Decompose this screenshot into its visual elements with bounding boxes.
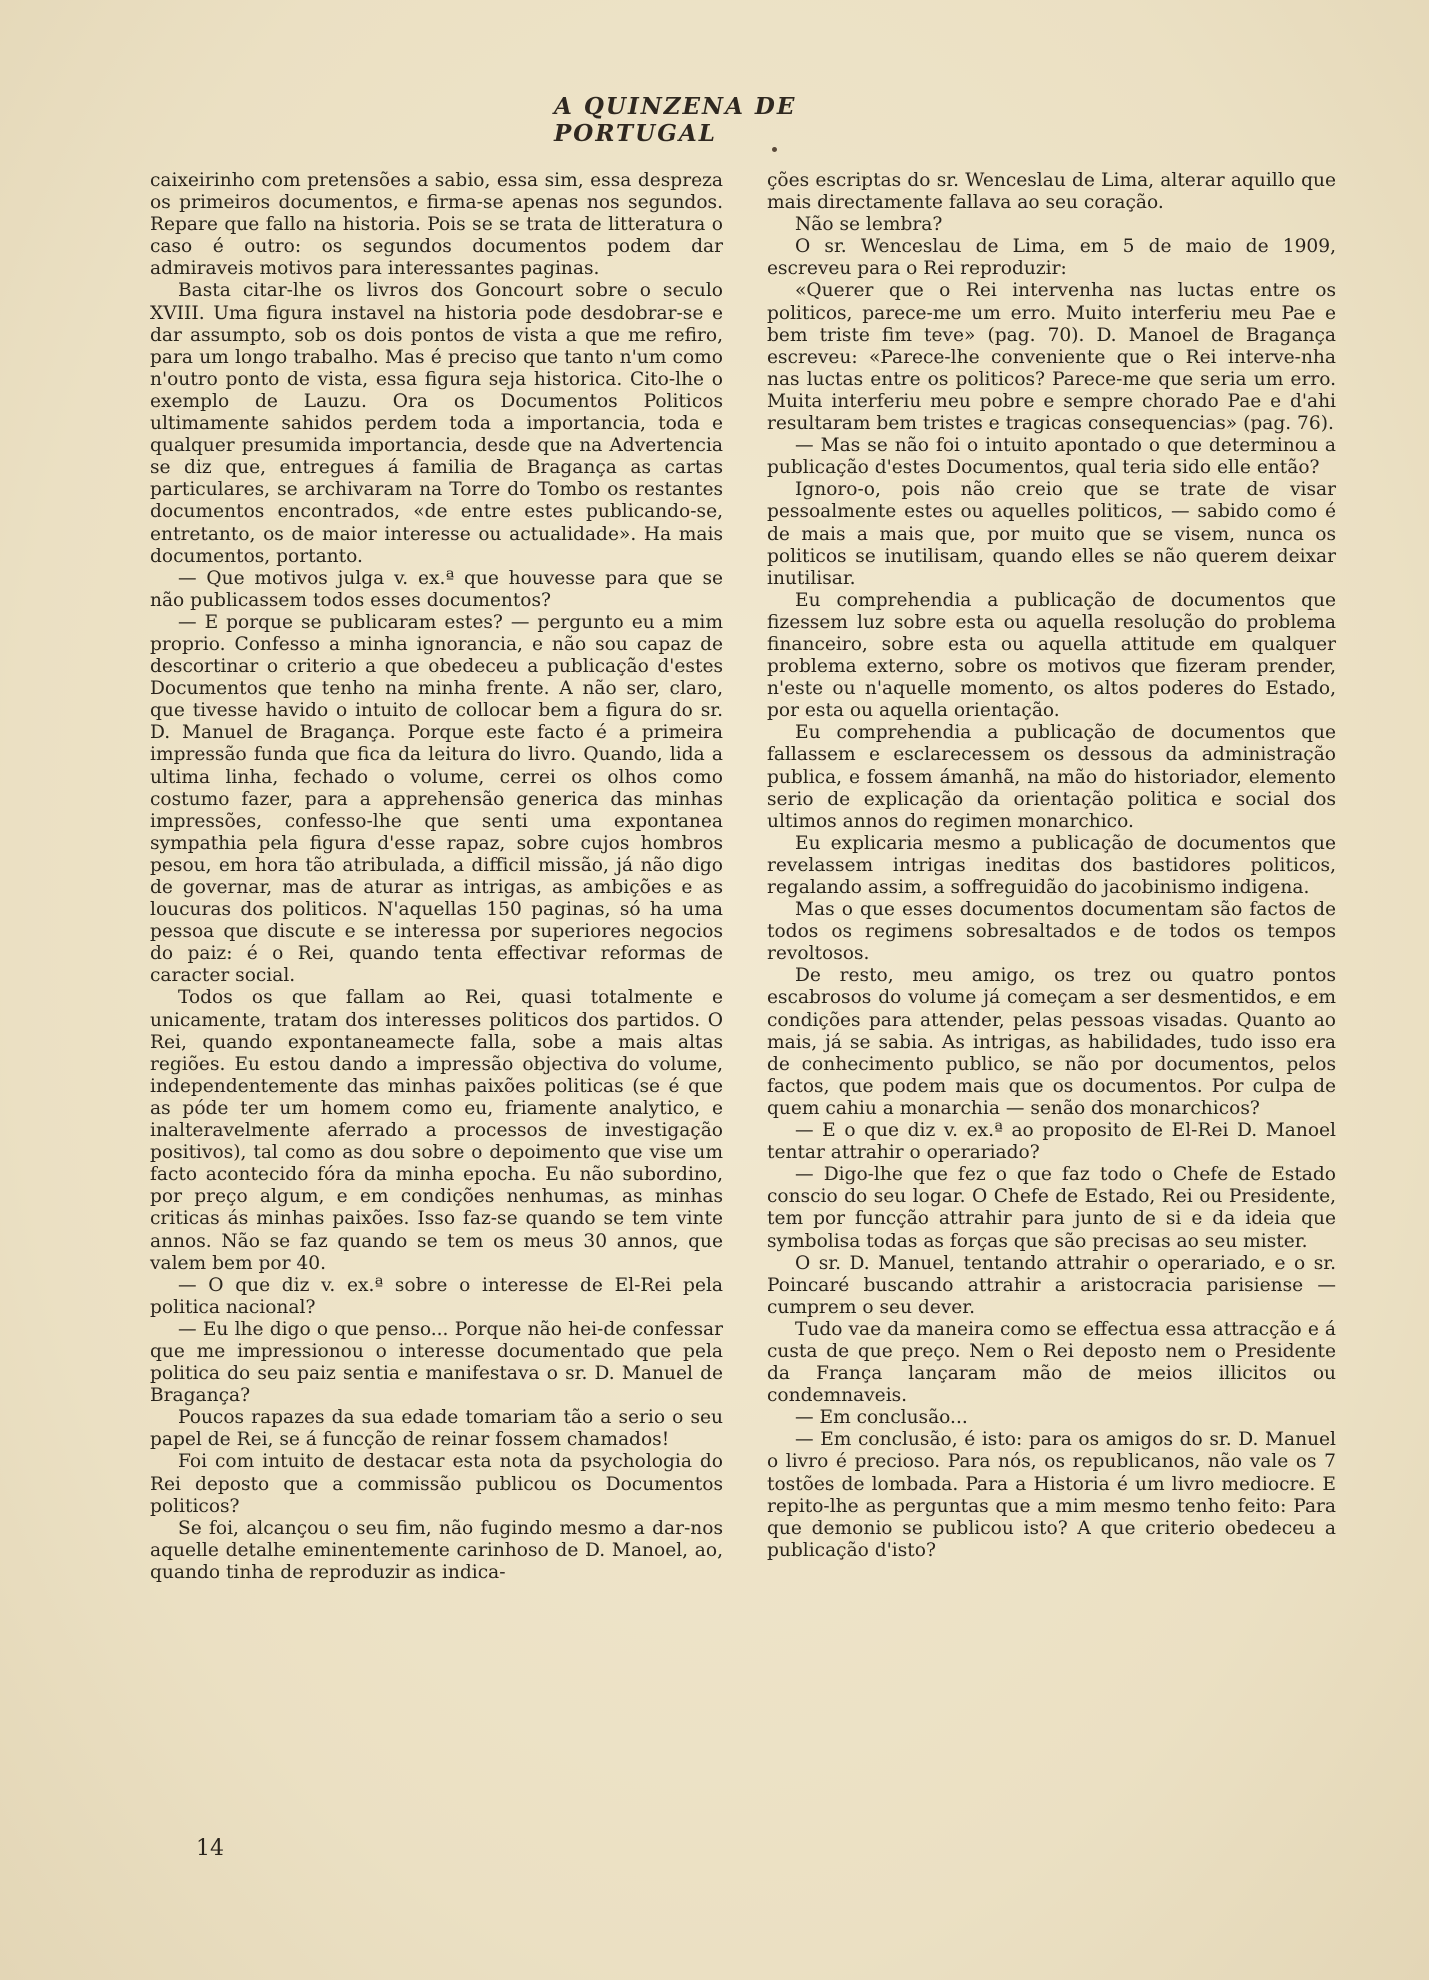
paragraph: — O que diz v. ex.ª sobre o interesse de El-Rei pela politica nacional? (150, 1274, 723, 1318)
paragraph: Foi com intuito de destacar esta nota da psychologia do Rei deposto que a commissão publicou os Documentos politicos? (150, 1451, 723, 1517)
paragraph: Tudo vae da maneira como se effectua essa attracção e á custa de que preço. Nem o Rei deposto nem o Presidente da França lançaram mão de meios illicitos ou condemnaveis. (767, 1318, 1336, 1407)
paragraph: De resto, meu amigo, os trez ou quatro pontos escabrosos do volume já começam a ser desmentidos, e em condições para attender, pelas pessoas visadas. Quanto ao mais, já se sabia. As intrigas, as habilidades, tudo isso era de conhecimento publico, se não por documentos, pelos factos, que podem mais que os documentos. Por culpa de quem cahiu a monarchia — senão dos monarchicos? (767, 965, 1336, 1119)
right-column (767, 170, 1336, 1562)
paragraph: Se foi, alcançou o seu fim, não fugindo mesmo a dar-nos aquelle detalhe eminentemente carinhoso de D. Manoel, ao, quando tinha de reproduzir as indica- (150, 1517, 723, 1583)
paragraph: ções escriptas do sr. Wenceslau de Lima, alterar aquillo que mais directamente fallava ao seu coração. (767, 170, 1336, 214)
page-number: 14 (196, 1836, 224, 1861)
paragraph: — Mas se não foi o intuito apontado o que determinou a publicação d'estes Documentos, qual teria sido elle então? (767, 435, 1336, 479)
paragraph: caixeirinho com pretensões a sabio, essa sim, essa despreza os primeiros documentos, e firma-se apenas nos segundos. Repare que fallo na historia. Pois se se trata de litteratura o caso é outro: os segundos documentos podem dar admiraveis motivos para interessantes paginas. (150, 170, 723, 280)
paragraph: Eu comprehendia a publicação de documentos que fizessem luz sobre esta ou aquella resolução do problema financeiro, sobre esta ou aquella attitude em qualquer problema externo, sobre os motivos que fizeram prender, n'este ou n'aquelle momento, os altos poderes do Estado, por esta ou aquella orientação. (767, 589, 1336, 722)
paragraph: Eu comprehendia a publicação de documentos que fallassem e esclarecessem os dessous da administração publica, e fossem ámanhã, na mão do historiador, elemento serio de explicação da orientação politica e social dos ultimos annos do regimen monarchico. (767, 722, 1336, 832)
running-title: A QUINZENA DE PORTUGAL (554, 93, 797, 147)
paragraph: — E porque se publicaram estes? — pergunto eu a mim proprio. Confesso a minha ignorancia, e não sou capaz de descortinar o criterio a que obedeceu a publicação d'estes Documentos que tenho na minha frente. A não ser, claro, que tivesse havido o intuito de collocar bem a figura do sr. D. Manuel de Bragança. Porque este facto é a primeira impressão funda que fica da leitura do livro. Quando, lida a ultima linha, fechado o volume, cerrei os olhos como costumo fazer, para a apprehensão generica das minhas impressões, confesso-lhe que senti uma expontanea sympathia pela figura d'esse rapaz, sobre cujos hombros pesou, em hora tão atribulada, a difficil missão, já não digo de governar, mas de aturar as intrigas, as ambições e as loucuras dos politicos. N'aquellas 150 paginas, só ha uma pessoa que discute e se interessa por superiores negocios do paiz: é o Rei, quando tenta effectivar reformas de caracter social. (150, 611, 723, 987)
paragraph: — Que motivos julga v. ex.ª que houvesse para que se não publicassem todos esses documentos? (150, 567, 723, 611)
paragraph: — Digo-lhe que fez o que faz todo o Chefe de Estado conscio do seu logar. O Chefe de Estado, Rei ou Presidente, tem por funcção attrahir para junto de si e da ideia que symbolisa todas as forças que são precisas ao seu mister. (767, 1164, 1336, 1252)
paragraph: Todos os que fallam ao Rei, quasi totalmente e unicamente, tratam dos interesses politicos dos partidos. O Rei, quando expontaneamecte falla, sobe a mais altas regiões. Eu estou dando a impressão objectiva do volume, independentemente das minhas paixões politicas (se é que as póde ter um homem como eu, friamente analytico, e inalteravelmente aferrado a processos de investigação positivos), tal como as dou sobre o depoimento que vise um facto acontecido fóra da minha epocha. Eu não subordino, por preço algum, e em condições nenhumas, as minhas criticas ás minhas paixões. Isso faz-se quando se tem vinte annos. Não se faz quando se tem os meus 30 annos, que valem bem por 40. (150, 987, 723, 1274)
paragraph: O sr. Wenceslau de Lima, em 5 de maio de 1909, escreveu para o Rei reproduzir: (767, 236, 1336, 280)
paragraph: — Eu lhe digo o que penso... Porque não hei-de confessar que me impressionou o interesse documentado que pela politica do seu paiz sentia e manifestava o sr. D. Manuel de Bragança? (150, 1318, 723, 1407)
paragraph: — Em conclusão, é isto: para os amigos do sr. D. Manuel o livro é precioso. Para nós, os republicanos, não vale os 7 tostões de lombada. Para a Historia é um livro mediocre. E repito-lhe as perguntas que a mim mesmo tenho feito: Para que demonio se publicou isto? A que criterio obedeceu a publicação d'isto? (767, 1429, 1336, 1561)
paragraph: — Em conclusão... (795, 1407, 968, 1429)
paragraph: O sr. D. Manuel, tentando attrahir o operariado, e o sr. Poincaré buscando attrahir a aristocracia parisiense — cumprem o seu dever. (767, 1252, 1336, 1318)
paragraph: Mas o que esses documentos documentam são factos de todos os regimens sobresaltados e de todos os tempos revoltosos. (767, 899, 1336, 965)
paragraph: — E o que diz v. ex.ª ao proposito de El-Rei D. Manoel tentar attrahir o operariado? (767, 1120, 1336, 1164)
paragraph: Não se lembra? (795, 214, 943, 236)
paragraph: Eu explicaria mesmo a publicação de documentos que revelassem intrigas ineditas dos bastidores politicos, regalando assim, a soffreguidão do jacobinismo indigena. (767, 832, 1336, 898)
paragraph: Basta citar-lhe os livros dos Goncourt sobre o seculo XVIII. Uma figura instavel na historia pode desdobrar-se e dar assumpto, sob os dois pontos de vista a que me refiro, para um longo trabalho. Mas é preciso que tanto n'um como n'outro ponto de vista, essa figura seja historica. Cito-lhe o exemplo de Lauzu. Ora os Documentos Politicos ultimamente sahidos perdem toda a importancia, toda e qualquer presumida importancia, desde que na Advertencia se diz que, entregues á familia de Bragança as cartas particulares, se archivaram na Torre do Tombo os restantes documentos encontrados, «de entre estes publicando-se, entretanto, os de maior interesse ou actualidade». Ha mais documentos, portanto. (150, 280, 723, 567)
paragraph: Poucos rapazes da sua edade tomariam tão a serio o seu papel de Rei, se á funcção de reinar fossem chamados! (150, 1407, 723, 1451)
paragraph: Ignoro-o, pois não creio que se trate de visar pessoalmente estes ou aquelles politicos, — sabido como é de mais a mais que, por muito que se visem, nunca os politicos se inutilisam, quando elles se não querem deixar inutilisar. (767, 479, 1336, 589)
ink-speck (772, 147, 777, 152)
paragraph: «Querer que o Rei intervenha nas luctas entre os politicos, parece-me um erro. Muito interferiu meu Pae e bem triste fim teve» (pag. 70). D. Manoel de Bragança escreveu: «Parece-lhe conveniente que o Rei interve-nha nas luctas entre os politicos? Parece-me que seria um erro. Muita interferiu meu pobre e sempre chorado Pae e d'ahi resultaram bem tristes e tragicas consequencias» (pag. 76). (767, 280, 1336, 435)
left-column (150, 170, 723, 1584)
